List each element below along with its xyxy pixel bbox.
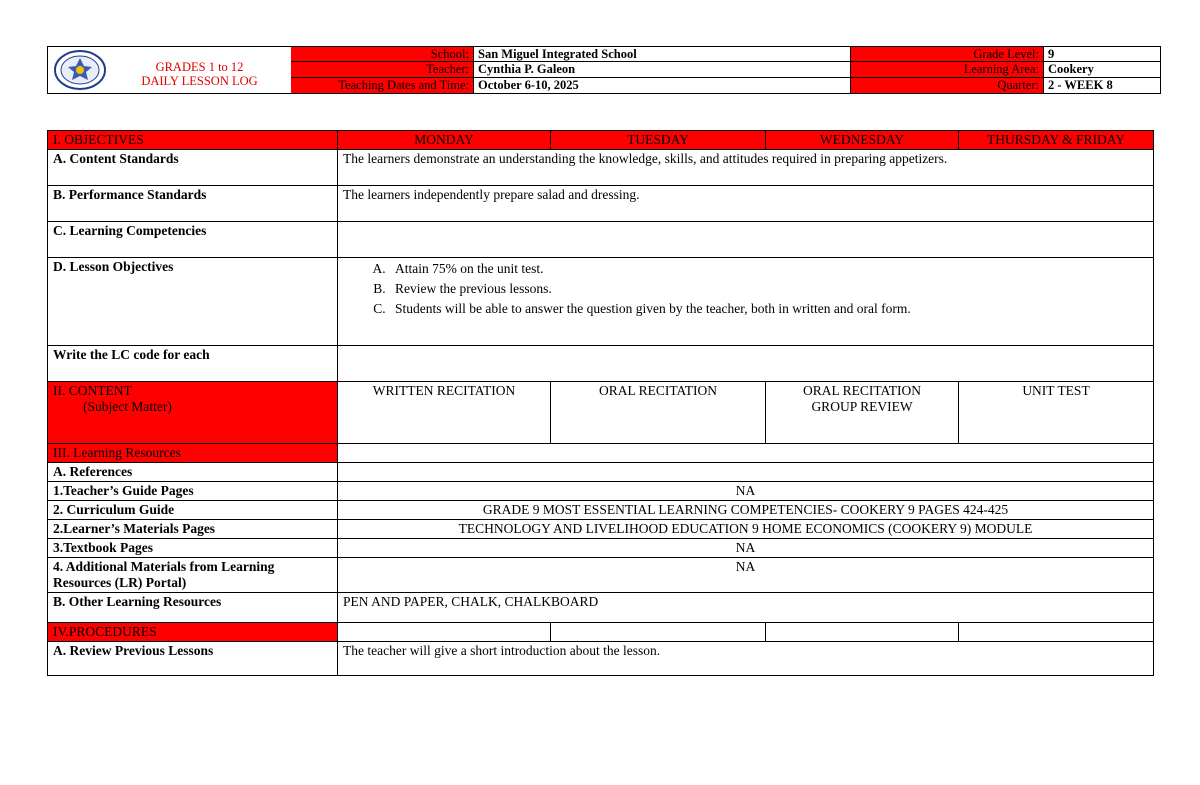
teachers-guide-label: 1.Teacher’s Guide Pages (48, 482, 338, 501)
objectives-header-row (48, 131, 1154, 150)
learners-materials-row (48, 520, 1154, 539)
content-wednesday-line1: ORAL RECITATION (802, 383, 922, 398)
header-row-school (291, 47, 1160, 62)
textbook-label: 3.Textbook Pages (48, 539, 338, 558)
performance-standards-row (48, 186, 1154, 222)
header-title-block (48, 47, 292, 93)
day-thursday-friday: THURSDAY & FRIDAY (959, 131, 1154, 150)
competencies-value (338, 222, 1154, 258)
other-resources-value: PEN AND PAPER, CHALK, CHALKBOARD (338, 593, 1154, 623)
additional-materials-row (48, 558, 1154, 593)
additional-materials-label: 4. Additional Materials from Learning Resources (LR) Portal) (48, 558, 338, 593)
lesson-objective-item: C. Students will be able to answer the question given by the teacher, both in written and oral form. (389, 299, 1148, 319)
lesson-objectives-list (343, 259, 1148, 319)
lesson-log-header (47, 46, 1161, 94)
deped-seal-icon (53, 50, 107, 90)
curriculum-guide-value: GRADE 9 MOST ESSENTIAL LEARNING COMPETENCIES- COOKERY 9 PAGES 424-425 (338, 501, 1154, 520)
objectives-header: I. OBJECTIVES (48, 131, 338, 150)
review-label: A. Review Previous Lessons (48, 642, 338, 676)
curriculum-guide-label: 2. Curriculum Guide (48, 501, 338, 520)
competencies-row (48, 222, 1154, 258)
review-value: The teacher will give a short introduction about the lesson. (338, 642, 1154, 676)
content-tuesday: ORAL RECITATION (551, 382, 766, 444)
header-title-line2: DAILY LESSON LOG (141, 74, 258, 88)
procedures-wednesday (766, 623, 959, 642)
content-header-cell (48, 382, 338, 444)
content-standards-value: The learners demonstrate an understanding the knowledge, skills, and attitudes required in preparing appetizers. (338, 150, 1154, 186)
content-row (48, 382, 1154, 444)
procedures-monday (338, 623, 551, 642)
teacher-label: Teacher: (291, 62, 474, 76)
lesson-log-table (47, 130, 1154, 676)
header-info-grid (291, 47, 1160, 93)
day-wednesday: WEDNESDAY (766, 131, 959, 150)
content-standards-row (48, 150, 1154, 186)
content-subheader: (Subject Matter) (83, 399, 172, 414)
grade-value: 9 (1044, 47, 1160, 61)
lesson-objectives-row (48, 258, 1154, 346)
other-resources-row (48, 593, 1154, 623)
procedures-thursday-friday (959, 623, 1154, 642)
procedures-header: IV.PROCEDURES (48, 623, 338, 642)
references-label: A. References (48, 463, 338, 482)
content-wednesday (766, 382, 959, 444)
content-monday: WRITTEN RECITATION (338, 382, 551, 444)
textbook-row (48, 539, 1154, 558)
learners-materials-value: TECHNOLOGY AND LIVELIHOOD EDUCATION 9 HOME ECONOMICS (COOKERY 9) MODULE (338, 520, 1154, 539)
grade-label: Grade Level: (851, 47, 1044, 61)
day-tuesday: TUESDAY (551, 131, 766, 150)
resources-header-row (48, 444, 1154, 463)
lesson-objectives-cell (338, 258, 1154, 346)
references-row (48, 463, 1154, 482)
lc-code-row (48, 346, 1154, 382)
content-standards-label: A. Content Standards (48, 150, 338, 186)
header-title (112, 60, 287, 88)
teachers-guide-row (48, 482, 1154, 501)
teacher-value: Cynthia P. Galeon (474, 62, 851, 76)
header-title-line1: GRADES 1 to 12 (155, 60, 244, 74)
lc-code-value (338, 346, 1154, 382)
performance-standards-value: The learners independently prepare salad and dressing. (338, 186, 1154, 222)
content-header: II. CONTENT (53, 383, 132, 398)
lesson-objective-item: B. Review the previous lessons. (389, 279, 1148, 299)
lesson-objectives-label: D. Lesson Objectives (48, 258, 338, 346)
performance-standards-label: B. Performance Standards (48, 186, 338, 222)
procedures-header-row (48, 623, 1154, 642)
learners-materials-label: 2.Learner’s Materials Pages (48, 520, 338, 539)
content-wednesday-line2: GROUP REVIEW (811, 399, 913, 414)
header-row-teacher (291, 62, 1160, 77)
school-label: School: (291, 47, 474, 61)
other-resources-label: B. Other Learning Resources (48, 593, 338, 623)
lc-code-label: Write the LC code for each (48, 346, 338, 382)
additional-materials-value: NA (338, 558, 1154, 593)
textbook-value: NA (338, 539, 1154, 558)
dates-value: October 6-10, 2025 (474, 78, 851, 93)
lesson-objective-item: A. Attain 75% on the unit test. (389, 259, 1148, 279)
day-monday: MONDAY (338, 131, 551, 150)
dates-label: Teaching Dates and Time: (291, 78, 474, 93)
header-row-dates (291, 78, 1160, 93)
references-value (338, 463, 1154, 482)
area-label: Learning Area: (851, 62, 1044, 76)
procedures-tuesday (551, 623, 766, 642)
quarter-value: 2 - WEEK 8 (1044, 78, 1160, 93)
competencies-label: C. Learning Competencies (48, 222, 338, 258)
curriculum-guide-row (48, 501, 1154, 520)
area-value: Cookery (1044, 62, 1160, 76)
school-value: San Miguel Integrated School (474, 47, 851, 61)
resources-header-value (338, 444, 1154, 463)
resources-header: III. Learning Resources (48, 444, 338, 463)
teachers-guide-value: NA (338, 482, 1154, 501)
content-thursday-friday: UNIT TEST (959, 382, 1154, 444)
quarter-label: Quarter: (851, 78, 1044, 93)
review-row (48, 642, 1154, 676)
